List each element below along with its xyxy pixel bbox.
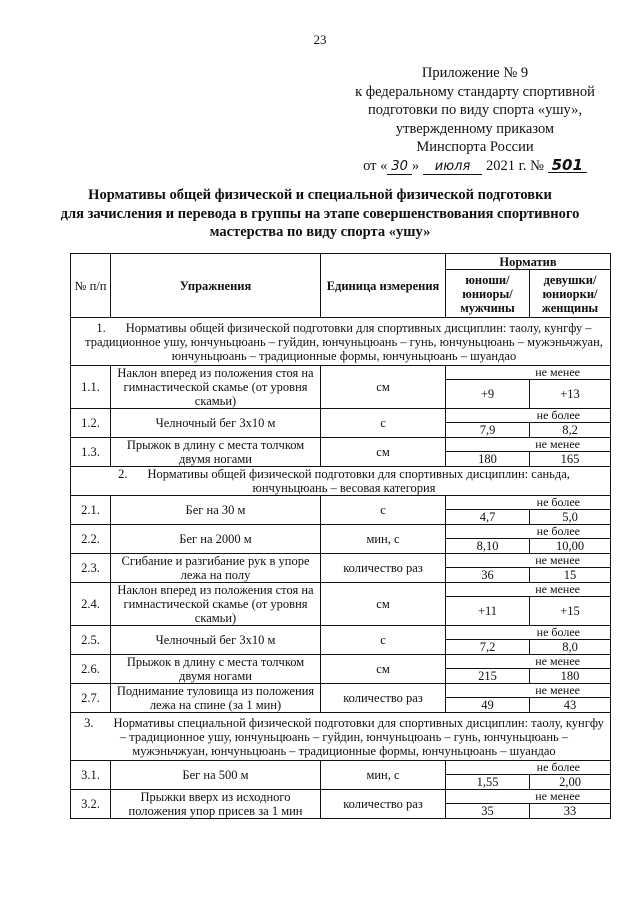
date-year: 2021 г. № — [485, 157, 544, 174]
exercise-name: Челночный бег 3x10 м — [111, 626, 321, 655]
row-number: 2.2. — [71, 525, 111, 554]
unit-of-measure: см — [321, 366, 446, 409]
title-line: для зачисления и перевода в группы на этапе совершенствования спортивного — [60, 205, 580, 222]
table-row — [71, 626, 611, 640]
value-female: 43 — [530, 698, 611, 713]
title-line: Нормативы общей физической и специальной физической подготовки — [88, 187, 552, 203]
handwritten-order-number: 501 — [548, 158, 587, 173]
unit-of-measure: мин, с — [321, 761, 446, 790]
header-male: юноши/ юниоры/ мужчины — [446, 270, 530, 318]
value-male: 8,10 — [446, 539, 530, 554]
appendix-line: подготовки по виду спорта «ушу», — [367, 102, 582, 118]
row-number: 2.7. — [71, 684, 111, 713]
unit-of-measure: количество раз — [321, 790, 446, 819]
value-male: 1,55 — [446, 775, 530, 790]
exercise-name: Прыжки вверх из исходного положения упор присев за 1 мин — [111, 790, 321, 819]
page-number: 23 — [313, 32, 327, 47]
handwritten-day: 30 — [387, 160, 412, 175]
section-number: 2. — [118, 467, 128, 481]
value-male: 180 — [446, 452, 530, 467]
section-row — [71, 318, 611, 366]
appendix-line: к федеральному стандарту спортивной — [355, 83, 595, 100]
unit-of-measure: количество раз — [321, 684, 446, 713]
table-body — [71, 318, 611, 819]
unit-of-measure: с — [321, 409, 446, 438]
value-male: +11 — [446, 597, 530, 626]
exercise-name: Бег на 30 м — [111, 496, 321, 525]
row-number: 2.3. — [71, 554, 111, 583]
order-date-line — [340, 157, 610, 176]
section-title: Нормативы общей физической подготовки для спортивных дисциплин: таолу, кунгфу – традиционное ушу, юнчуньцюань – гуйдин, юнчуньцюань – гунь, юнчуньцюань – мужэньчжуан, юнчуньцюань – традиционные формы, юнчуньцюань – шуандао — [85, 320, 603, 363]
section-title: Нормативы общей физической подготовки для спортивных дисциплин: саньда, юнчуньцюань – весовая категория — [147, 467, 570, 495]
section-title: Нормативы специальной физической подготовки для спортивных дисциплин: таолу, кунгфу – традиционное ушу, юнчуньцюань – гуйдин, юнчуньцюань – гунь, юнчуньцюань – мужэньчжуан, юнчуньцюань – традиционные формы, юнчуньцюань – шуандао — [113, 715, 604, 758]
exercise-name: Прыжок в длину с места толчком двумя ногами — [111, 655, 321, 684]
value-male: 4,7 — [446, 510, 530, 525]
appendix-line: Приложение № 9 — [421, 65, 529, 81]
value-female: 10,00 — [530, 539, 611, 554]
unit-of-measure: мин, с — [321, 525, 446, 554]
table-row — [71, 525, 611, 539]
exercise-name: Поднимание туловища из положения лежа на спине (за 1 мин) — [111, 684, 321, 713]
table-row — [71, 554, 611, 568]
criterion: не менее — [446, 583, 611, 597]
value-female: 8,0 — [530, 640, 611, 655]
row-number: 1.2. — [71, 409, 111, 438]
criterion: не менее — [446, 438, 611, 452]
value-female: 180 — [530, 669, 611, 684]
row-number: 2.5. — [71, 626, 111, 655]
header-exercise: Упражнения — [111, 254, 321, 318]
exercise-name: Бег на 2000 м — [111, 525, 321, 554]
value-female: 8,2 — [530, 423, 611, 438]
value-male: 35 — [446, 804, 530, 819]
value-male: 7,9 — [446, 423, 530, 438]
row-number: 2.1. — [71, 496, 111, 525]
criterion: не менее — [446, 554, 611, 568]
value-male: +9 — [446, 380, 530, 409]
value-female: 2,00 — [530, 775, 611, 790]
table-row — [71, 496, 611, 510]
criterion: не более — [446, 626, 611, 640]
header-unit: Единица измерения — [321, 254, 446, 318]
exercise-name: Наклон вперед из положения стоя на гимнастической скамье (от уровня скамьи) — [111, 583, 321, 626]
table-row — [71, 409, 611, 423]
unit-of-measure: с — [321, 496, 446, 525]
row-number: 2.4. — [71, 583, 111, 626]
section-cell — [71, 713, 611, 761]
value-female: 15 — [530, 568, 611, 583]
table-row — [71, 655, 611, 669]
row-number: 3.2. — [71, 790, 111, 819]
value-female: 33 — [530, 804, 611, 819]
appendix-block — [340, 64, 610, 175]
exercise-name: Сгибание и разгибание рук в упоре лежа на полу — [111, 554, 321, 583]
row-number: 1.1. — [71, 366, 111, 409]
section-number: 3. — [84, 715, 94, 730]
table-row — [71, 438, 611, 452]
date-prefix: от « — [363, 157, 388, 174]
document-title — [30, 186, 610, 242]
section-cell — [71, 318, 611, 366]
unit-of-measure: см — [321, 438, 446, 467]
unit-of-measure: с — [321, 626, 446, 655]
value-female: 165 — [530, 452, 611, 467]
exercise-name: Прыжок в длину с места толчком двумя ногами — [111, 438, 321, 467]
unit-of-measure: количество раз — [321, 554, 446, 583]
value-female: +13 — [530, 380, 611, 409]
table-row — [71, 790, 611, 804]
table-row — [71, 583, 611, 597]
header-num: № п/п — [71, 254, 111, 318]
value-male: 7,2 — [446, 640, 530, 655]
unit-of-measure: см — [321, 655, 446, 684]
value-male: 36 — [446, 568, 530, 583]
criterion: не более — [446, 761, 611, 775]
section-number: 1. — [96, 320, 106, 335]
title-line: мастерства по виду спорта «ушу» — [209, 224, 431, 240]
header-female: девушки/ юниорки/ женщины — [530, 270, 611, 318]
unit-of-measure: см — [321, 583, 446, 626]
criterion: не более — [446, 496, 611, 510]
value-female: +15 — [530, 597, 611, 626]
exercise-name: Челночный бег 3x10 м — [111, 409, 321, 438]
criterion: не более — [446, 409, 611, 423]
criterion: не менее — [446, 655, 611, 669]
table-row — [71, 366, 611, 380]
criterion: не менее — [446, 684, 611, 698]
row-number: 3.1. — [71, 761, 111, 790]
section-cell — [71, 467, 611, 496]
section-row — [71, 467, 611, 496]
criterion: не менее — [446, 790, 611, 804]
handwritten-month: июля — [423, 160, 483, 175]
appendix-line: Минспорта России — [416, 139, 534, 155]
value-female: 5,0 — [530, 510, 611, 525]
value-male: 49 — [446, 698, 530, 713]
header-norm: Норматив — [446, 254, 611, 270]
criterion: не менее — [446, 366, 611, 380]
standards-table — [70, 253, 611, 819]
exercise-name: Наклон вперед из положения стоя на гимнастической скамье (от уровня скамьи) — [111, 366, 321, 409]
value-male: 215 — [446, 669, 530, 684]
date-mid: » — [411, 157, 420, 174]
exercise-name: Бег на 500 м — [111, 761, 321, 790]
row-number: 2.6. — [71, 655, 111, 684]
row-number: 1.3. — [71, 438, 111, 467]
criterion: не более — [446, 525, 611, 539]
table-row — [71, 761, 611, 775]
table-row — [71, 684, 611, 698]
appendix-line: утвержденному приказом — [395, 120, 555, 137]
section-row — [71, 713, 611, 761]
